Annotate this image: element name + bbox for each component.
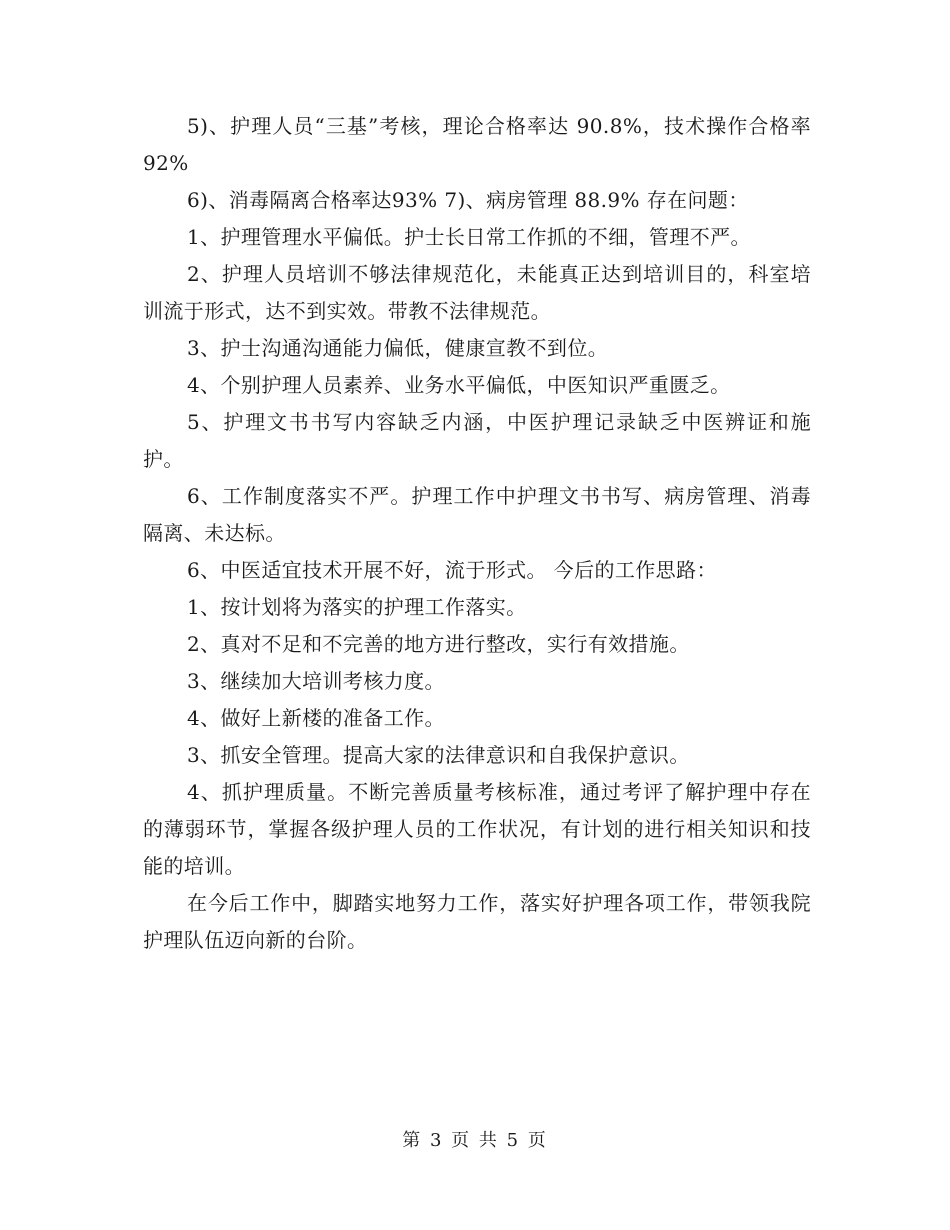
paragraph-8: 6、工作制度落实不严。护理工作中护理文书书写、病房管理、消毒隔离、未达标。 [143,484,811,545]
paragraph-7: 5、护理文书书写内容缺乏内涵，中医护理记录缺乏中医辨证和施护。 [143,410,811,471]
document-body [143,108,811,959]
paragraph-12: 3、继续加大培训考核力度。 [187,669,445,693]
paragraph-16: 在今后工作中，脚踏实地努力工作，落实好护理各项工作，带领我院护理队伍迈向新的台阶。 [143,891,811,952]
paragraph-1: 5)、护理人员“三基”考核，理论合格率达 90.8%，技术操作合格率 92% [143,114,811,175]
paragraph-11: 2、真对不足和不完善的地方进行整改，实行有效措施。 [187,632,690,656]
paragraph-5: 3、护士沟通沟通能力偏低，健康宣教不到位。 [187,336,609,360]
paragraph-14: 3、抓安全管理。提高大家的法律意识和自我保护意识。 [187,743,690,767]
paragraph-2: 6)、消毒隔离合格率达93% 7)、病房管理 88.9% 存在问题： [187,188,749,212]
page-number-footer: 第 3 页 共 5 页 [402,1130,548,1151]
paragraph-4: 2、护理人员培训不够法律规范化，未能真正达到培训目的，科室培训流于形式，达不到实效。带教不法律规范。 [143,262,811,323]
paragraph-6: 4、个别护理人员素养、业务水平偏低，中医知识严重匮乏。 [187,373,731,397]
paragraph-15: 4、抓护理质量。不断完善质量考核标准，通过考评了解护理中存在的薄弱环节，掌握各级护理人员的工作状况，有计划的进行相关知识和技能的培训。 [143,780,811,878]
paragraph-13: 4、做好上新楼的准备工作。 [187,706,445,730]
paragraph-3: 1、护理管理水平偏低。护士长日常工作抓的不细，管理不严。 [187,225,751,249]
paragraph-9: 6、中医适宜技术开展不好，流于形式。 今后的工作思路： [187,558,717,582]
paragraph-10: 1、按计划将为落实的护理工作落实。 [187,595,527,619]
